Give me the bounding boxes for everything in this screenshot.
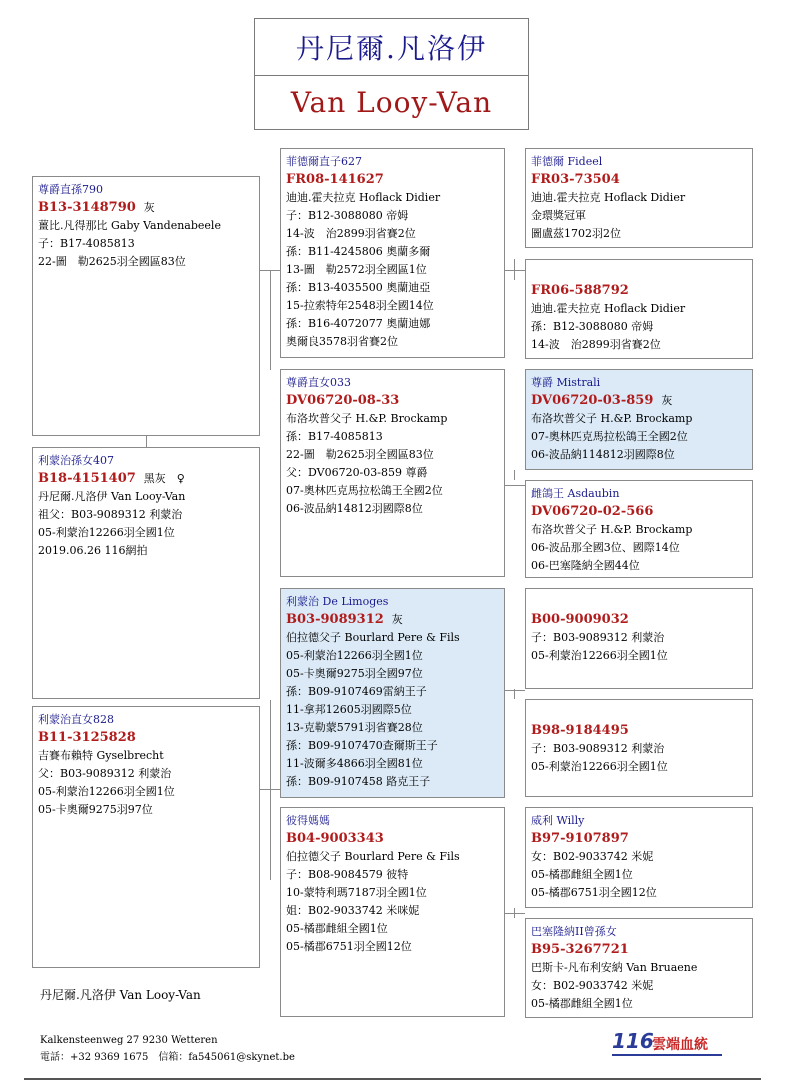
info-line: 子：B03-9089312 利蒙治 — [531, 631, 665, 644]
info-line: 06-波品納14812羽國際8位 — [286, 502, 423, 515]
connector — [505, 270, 525, 271]
info-line: 22-圖 勒2625羽全國區83位 — [286, 448, 434, 461]
ancestor-card-5 — [525, 588, 753, 689]
ring-number: B18-4151407 — [38, 471, 136, 486]
sire-dam-card — [280, 369, 505, 577]
title-divider — [255, 75, 528, 76]
info-line: 05-利蒙治12266羽全國1位 — [531, 760, 668, 773]
pigeon-name — [531, 704, 748, 722]
connector — [270, 700, 271, 880]
info-line: 2019.06.26 116網拍 — [38, 544, 148, 557]
info-line: 06-巴塞隆納全國44位 — [531, 559, 640, 572]
ancestor-card-1 — [525, 148, 753, 248]
ancestor-card-4 — [525, 480, 753, 578]
info-line: 05-橘郡6751羽全國12位 — [531, 886, 657, 899]
ring-number: FR06-588792 — [531, 283, 629, 298]
info-line: 孫：B16-4072077 奧蘭迪娜 — [286, 317, 431, 330]
info-line: 金環獎冠軍 — [531, 209, 586, 222]
connector — [514, 689, 515, 699]
info-line: 孫：B09-9107469雷納王子 — [286, 685, 427, 698]
ring-number: DV06720-03-859 — [531, 393, 654, 408]
info-line: 05-利蒙治12266羽全國1位 — [38, 526, 175, 539]
info-line: 13-圖 勒2572羽全國區1位 — [286, 263, 427, 276]
info-line: 迪迪.霍夫拉克 Hoflack Didier — [531, 302, 686, 315]
bottom-divider — [24, 1078, 761, 1080]
cloud-pedigree-logo — [612, 1029, 722, 1057]
info-line: 丹尼爾.凡洛伊 Van Looy-Van — [38, 490, 186, 503]
info-line: 05-橘郡雌組全國1位 — [286, 922, 388, 935]
info-line: 迪迪.霍夫拉克 Hoflack Didier — [531, 191, 686, 204]
info-line: 05-卡奧爾9275羽全國97位 — [286, 667, 423, 680]
info-line: 11-波爾多4866羽全國81位 — [286, 757, 423, 770]
info-line: 女：B02-9033742 米妮 — [531, 979, 654, 992]
pigeon-name — [531, 593, 748, 611]
pigeon-name: 尊爵 Mistrali — [531, 376, 601, 389]
owner-title-chinese: 丹尼爾.凡洛伊 — [296, 32, 487, 65]
pigeon-name — [531, 264, 748, 282]
connector — [505, 913, 525, 914]
ancestor-card-8 — [525, 918, 753, 1018]
info-line: 孫：B09-9107470查爾斯王子 — [286, 739, 438, 752]
color-note: 灰 — [391, 613, 403, 626]
info-line: 伯拉德父子 Bourlard Pere & Fils — [286, 631, 460, 644]
info-line: 孫：B13-4035500 奧蘭迪亞 — [286, 281, 431, 294]
ancestor-card-6 — [525, 699, 753, 797]
dam-card — [32, 706, 260, 968]
ancestor-card-7 — [525, 807, 753, 908]
info-line: 迪迪.霍夫拉克 Hoflack Didier — [286, 191, 441, 204]
info-line: 薑比.凡得那比 Gaby Vandenabeele — [38, 219, 221, 232]
pigeon-name: 利蒙治直女828 — [38, 713, 114, 726]
info-line: 父：DV06720-03-859 尊爵 — [286, 466, 428, 479]
connector — [514, 259, 515, 280]
info-line: 子：B17-4085813 — [38, 237, 135, 250]
ring-number: B11-3125828 — [38, 730, 136, 745]
info-line: 05-橘郡雌組全國1位 — [531, 868, 633, 881]
info-line: 姐：B02-9033742 米咪妮 — [286, 904, 420, 917]
owner-signature: 丹尼爾.凡洛伊 Van Looy-Van — [40, 988, 201, 1002]
ring-number: FR03-73504 — [531, 172, 620, 187]
pigeon-name: 雌鴿王 Asdaubin — [531, 487, 620, 500]
dam-dam-card — [280, 807, 505, 1017]
info-line: 05-利蒙治12266羽全國1位 — [286, 649, 423, 662]
color-note: 黑灰 ♀ — [143, 472, 185, 485]
dam-sire-card — [280, 588, 505, 798]
info-line: 10-蒙特利瑪7187羽全國1位 — [286, 886, 427, 899]
pedigree-title-box — [254, 18, 529, 130]
ring-number: DV06720-08-33 — [286, 393, 400, 408]
ring-number: B95-3267721 — [531, 942, 629, 957]
info-line: 父：B03-9089312 利蒙治 — [38, 767, 172, 780]
pigeon-name: 利蒙治 De Limoges — [286, 595, 389, 608]
ring-number: DV06720-02-566 — [531, 504, 654, 519]
info-line: 巴斯卡-凡布利安納 Van Bruaene — [531, 961, 698, 974]
info-line: 07-奧林匹克馬拉松鴿王全國2位 — [531, 430, 688, 443]
info-line: 06-波品納114812羽國際8位 — [531, 448, 675, 461]
info-line: 15-拉索特年2548羽全國14位 — [286, 299, 434, 312]
ring-number: B13-3148790 — [38, 200, 136, 215]
address-line: Kalkensteenweg 27 9230 Wetteren — [40, 1035, 218, 1046]
info-line: 05-利蒙治12266羽全國1位 — [531, 649, 668, 662]
info-line: 子：B03-9089312 利蒙治 — [531, 742, 665, 755]
color-note: 灰 — [661, 394, 673, 407]
info-line: 祖父：B03-9089312 利蒙治 — [38, 508, 183, 521]
owner-title-english: Van Looy-Van — [290, 86, 493, 119]
ring-number: B04-9003343 — [286, 831, 384, 846]
ring-number: B97-9107897 — [531, 831, 629, 846]
pigeon-name: 利蒙治孫女407 — [38, 454, 114, 467]
ring-number: B03-9089312 — [286, 612, 384, 627]
color-note: 灰 — [143, 201, 155, 214]
info-line: 05-卡奧爾9275羽97位 — [38, 803, 153, 816]
info-line: 05-利蒙治12266羽全國1位 — [38, 785, 175, 798]
info-line: 奧爾良3578羽省賽2位 — [286, 335, 398, 348]
pigeon-name: 菲德爾直子627 — [286, 155, 362, 168]
pigeon-name: 尊爵直孫790 — [38, 183, 103, 196]
info-line: 14-波 治2899羽省賽2位 — [286, 227, 416, 240]
pigeon-name: 尊爵直女033 — [286, 376, 351, 389]
info-line: 布洛坎普父子 H.&P. Brockamp — [531, 412, 693, 425]
info-line: 11-拿邦12605羽國際5位 — [286, 703, 412, 716]
info-line: 子：B08-9084579 彼特 — [286, 868, 409, 881]
connector — [146, 436, 147, 447]
ring-number: B98-9184495 — [531, 723, 629, 738]
info-line: 22-圖 勒2625羽全國區83位 — [38, 255, 186, 268]
info-line: 06-波品那全國3位、國際14位 — [531, 541, 680, 554]
sire-card — [32, 176, 260, 436]
info-line: 05-橘郡6751羽全國12位 — [286, 940, 412, 953]
connector — [505, 690, 525, 691]
logo-text: 雲端血統 — [652, 1037, 708, 1053]
subject-pigeon-card — [32, 447, 260, 699]
info-line: 孫：B09-9107458 路克王子 — [286, 775, 431, 788]
connector — [505, 485, 525, 486]
logo-underline — [612, 1054, 722, 1056]
info-line: 14-波 治2899羽省賽2位 — [531, 338, 661, 351]
info-line: 孫：B17-4085813 — [286, 430, 383, 443]
pigeon-name: 威利 Willy — [531, 814, 585, 827]
connector — [514, 908, 515, 918]
ancestor-card-3 — [525, 369, 753, 470]
pigeon-name: 菲德爾 Fideel — [531, 155, 603, 168]
logo-number: 116 — [612, 1029, 654, 1053]
info-line: 布洛坎普父子 H.&P. Brockamp — [531, 523, 693, 536]
contact-line: 電話：+32 9369 1675 信箱：fa545061@skynet.be — [40, 1052, 295, 1063]
info-line: 孫：B11-4245806 奧蘭多爾 — [286, 245, 431, 258]
ring-number: B00-9009032 — [531, 612, 629, 627]
contact-block — [40, 1032, 295, 1066]
sire-sire-card — [280, 148, 505, 358]
info-line: 孫：B12-3088080 帝姆 — [531, 320, 654, 333]
pigeon-name: 彼得媽媽 — [286, 814, 330, 827]
info-line: 伯拉德父子 Bourlard Pere & Fils — [286, 850, 460, 863]
connector — [514, 470, 515, 480]
ancestor-card-2 — [525, 259, 753, 359]
pigeon-name: 巴塞隆納II曾孫女 — [531, 925, 617, 938]
info-line: 05-橘郡雌組全國1位 — [531, 997, 633, 1010]
connector — [270, 270, 271, 370]
info-line: 13-克勒蒙5791羽省賽28位 — [286, 721, 423, 734]
info-line: 女：B02-9033742 米妮 — [531, 850, 654, 863]
info-line: 子：B12-3088080 帝姆 — [286, 209, 409, 222]
info-line: 圖盧茲1702羽2位 — [531, 227, 621, 240]
info-line: 布洛坎普父子 H.&P. Brockamp — [286, 412, 448, 425]
info-line: 07-奧林匹克馬拉松鴿王全國2位 — [286, 484, 443, 497]
ring-number: FR08-141627 — [286, 172, 384, 187]
info-line: 吉賽布賴特 Gyselbrecht — [38, 749, 164, 762]
